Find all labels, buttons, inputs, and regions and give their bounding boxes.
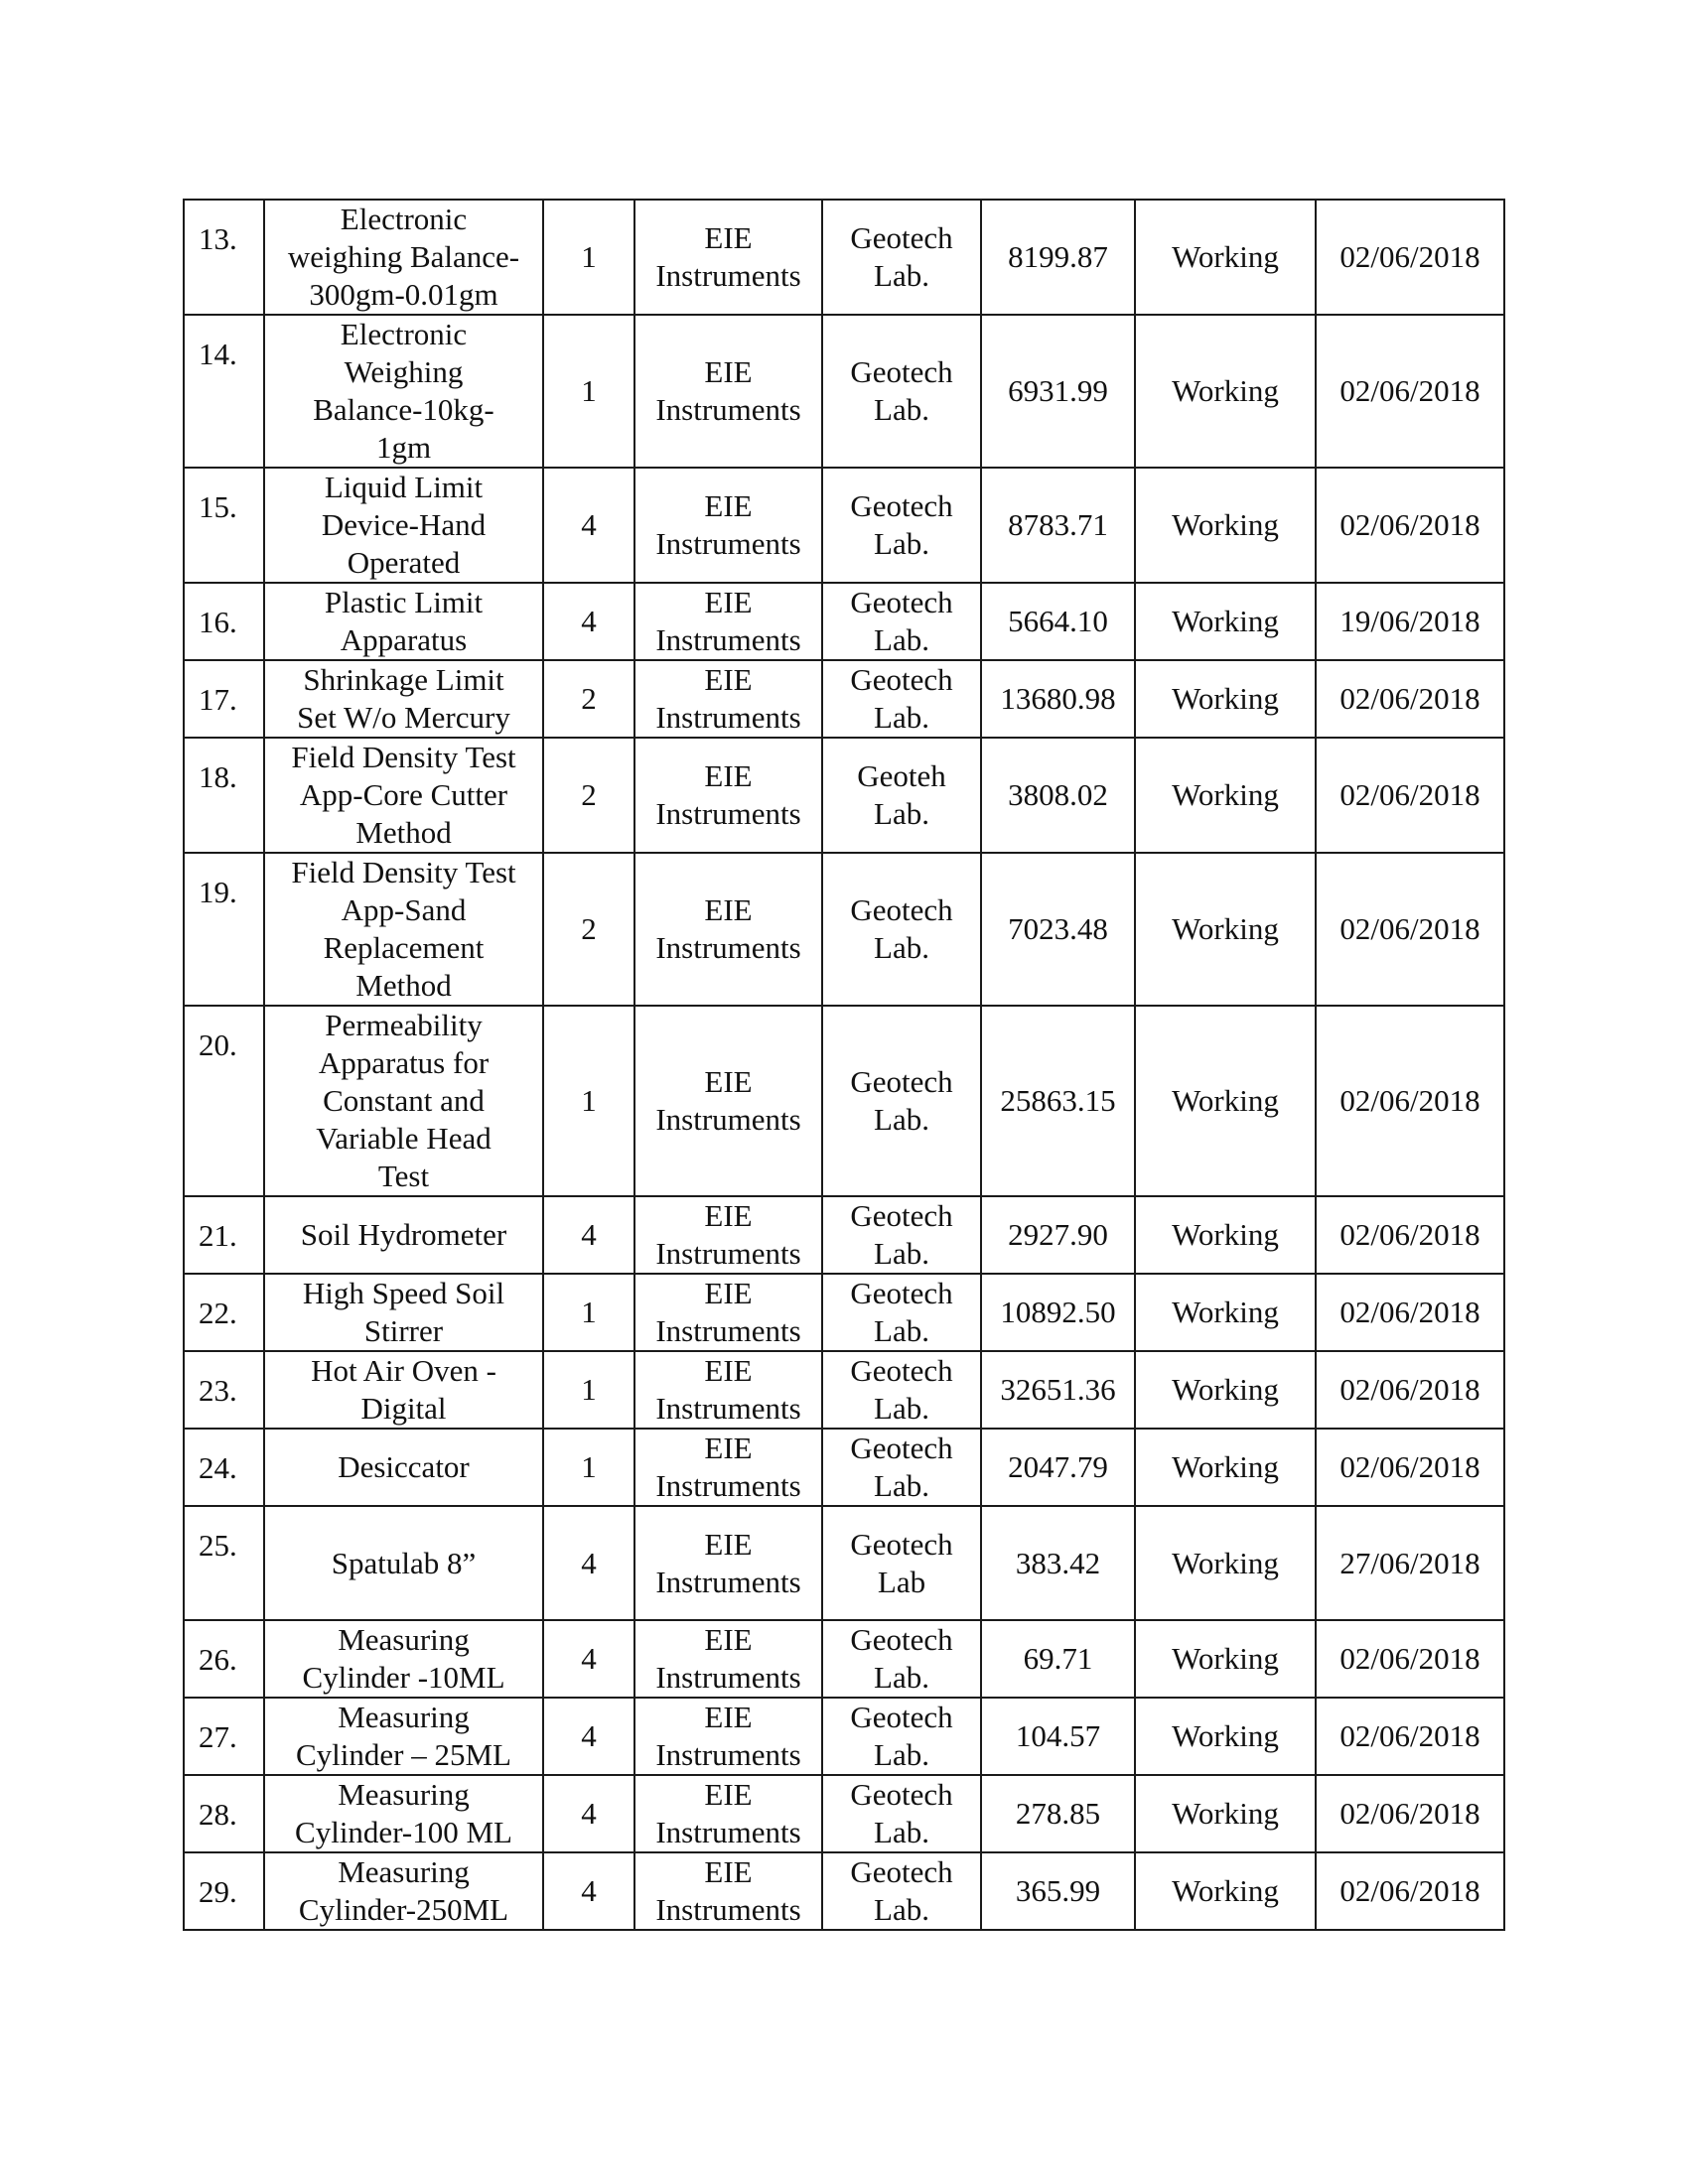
table-row bbox=[184, 1775, 1504, 1852]
serial-number-cell: 20. bbox=[184, 1006, 264, 1196]
quantity-cell: 2 bbox=[543, 738, 634, 853]
serial-number-cell: 13. bbox=[184, 200, 264, 315]
supplier-cell: EIE Instruments bbox=[634, 1006, 822, 1196]
lab-cell: Geotech Lab. bbox=[822, 1852, 981, 1930]
quantity-cell: 4 bbox=[543, 1852, 634, 1930]
table-row bbox=[184, 1620, 1504, 1698]
supplier-cell: EIE Instruments bbox=[634, 200, 822, 315]
supplier-cell: EIE Instruments bbox=[634, 1775, 822, 1852]
date-cell: 02/06/2018 bbox=[1316, 660, 1504, 738]
serial-number-cell: 21. bbox=[184, 1196, 264, 1274]
table-row bbox=[184, 853, 1504, 1006]
date-cell: 02/06/2018 bbox=[1316, 315, 1504, 468]
date-cell: 02/06/2018 bbox=[1316, 738, 1504, 853]
quantity-cell: 1 bbox=[543, 1006, 634, 1196]
date-cell: 02/06/2018 bbox=[1316, 1698, 1504, 1775]
table-row bbox=[184, 468, 1504, 583]
lab-cell: Geoteh Lab. bbox=[822, 738, 981, 853]
serial-number-cell: 23. bbox=[184, 1351, 264, 1429]
serial-number-cell: 17. bbox=[184, 660, 264, 738]
supplier-cell: EIE Instruments bbox=[634, 1852, 822, 1930]
cost-cell: 8199.87 bbox=[981, 200, 1135, 315]
table-body bbox=[184, 200, 1504, 1930]
status-cell: Working bbox=[1135, 1852, 1316, 1930]
lab-cell: Geotech Lab. bbox=[822, 1775, 981, 1852]
equipment-name-cell: Field Density Test App-Core Cutter Method bbox=[264, 738, 543, 853]
status-cell: Working bbox=[1135, 738, 1316, 853]
lab-cell: Geotech Lab bbox=[822, 1506, 981, 1620]
status-cell: Working bbox=[1135, 1620, 1316, 1698]
lab-cell: Geotech Lab. bbox=[822, 315, 981, 468]
table-row bbox=[184, 1196, 1504, 1274]
status-cell: Working bbox=[1135, 1698, 1316, 1775]
serial-number-cell: 14. bbox=[184, 315, 264, 468]
equipment-table bbox=[183, 199, 1505, 1931]
date-cell: 02/06/2018 bbox=[1316, 1274, 1504, 1351]
lab-cell: Geotech Lab. bbox=[822, 1274, 981, 1351]
quantity-cell: 1 bbox=[543, 1429, 634, 1506]
supplier-cell: EIE Instruments bbox=[634, 468, 822, 583]
table-row bbox=[184, 1006, 1504, 1196]
supplier-cell: EIE Instruments bbox=[634, 1698, 822, 1775]
status-cell: Working bbox=[1135, 1506, 1316, 1620]
status-cell: Working bbox=[1135, 1429, 1316, 1506]
lab-cell: Geotech Lab. bbox=[822, 660, 981, 738]
table-row bbox=[184, 583, 1504, 660]
date-cell: 02/06/2018 bbox=[1316, 1006, 1504, 1196]
equipment-name-cell: Measuring Cylinder-250ML bbox=[264, 1852, 543, 1930]
quantity-cell: 2 bbox=[543, 853, 634, 1006]
supplier-cell: EIE Instruments bbox=[634, 1620, 822, 1698]
quantity-cell: 4 bbox=[543, 1775, 634, 1852]
equipment-name-cell: Plastic Limit Apparatus bbox=[264, 583, 543, 660]
cost-cell: 13680.98 bbox=[981, 660, 1135, 738]
table-row bbox=[184, 1351, 1504, 1429]
cost-cell: 7023.48 bbox=[981, 853, 1135, 1006]
cost-cell: 365.99 bbox=[981, 1852, 1135, 1930]
cost-cell: 6931.99 bbox=[981, 315, 1135, 468]
serial-number-cell: 24. bbox=[184, 1429, 264, 1506]
supplier-cell: EIE Instruments bbox=[634, 315, 822, 468]
serial-number-cell: 26. bbox=[184, 1620, 264, 1698]
supplier-cell: EIE Instruments bbox=[634, 583, 822, 660]
lab-cell: Geotech Lab. bbox=[822, 1006, 981, 1196]
table-row bbox=[184, 660, 1504, 738]
supplier-cell: EIE Instruments bbox=[634, 1351, 822, 1429]
date-cell: 02/06/2018 bbox=[1316, 853, 1504, 1006]
equipment-name-cell: Shrinkage Limit Set W/o Mercury bbox=[264, 660, 543, 738]
quantity-cell: 4 bbox=[543, 1506, 634, 1620]
lab-cell: Geotech Lab. bbox=[822, 1351, 981, 1429]
date-cell: 02/06/2018 bbox=[1316, 200, 1504, 315]
status-cell: Working bbox=[1135, 1351, 1316, 1429]
serial-number-cell: 22. bbox=[184, 1274, 264, 1351]
equipment-name-cell: Soil Hydrometer bbox=[264, 1196, 543, 1274]
quantity-cell: 1 bbox=[543, 1274, 634, 1351]
status-cell: Working bbox=[1135, 468, 1316, 583]
status-cell: Working bbox=[1135, 1274, 1316, 1351]
quantity-cell: 4 bbox=[543, 1196, 634, 1274]
serial-number-cell: 18. bbox=[184, 738, 264, 853]
table-row bbox=[184, 1698, 1504, 1775]
equipment-name-cell: Electronic weighing Balance- 300gm-0.01gm bbox=[264, 200, 543, 315]
table-row bbox=[184, 315, 1504, 468]
lab-cell: Geotech Lab. bbox=[822, 1429, 981, 1506]
quantity-cell: 4 bbox=[543, 1620, 634, 1698]
equipment-name-cell: Liquid Limit Device-Hand Operated bbox=[264, 468, 543, 583]
cost-cell: 2047.79 bbox=[981, 1429, 1135, 1506]
quantity-cell: 1 bbox=[543, 1351, 634, 1429]
cost-cell: 32651.36 bbox=[981, 1351, 1135, 1429]
supplier-cell: EIE Instruments bbox=[634, 738, 822, 853]
quantity-cell: 4 bbox=[543, 468, 634, 583]
supplier-cell: EIE Instruments bbox=[634, 1506, 822, 1620]
cost-cell: 2927.90 bbox=[981, 1196, 1135, 1274]
serial-number-cell: 27. bbox=[184, 1698, 264, 1775]
cost-cell: 104.57 bbox=[981, 1698, 1135, 1775]
quantity-cell: 4 bbox=[543, 1698, 634, 1775]
cost-cell: 69.71 bbox=[981, 1620, 1135, 1698]
lab-cell: Geotech Lab. bbox=[822, 583, 981, 660]
lab-cell: Geotech Lab. bbox=[822, 1196, 981, 1274]
equipment-name-cell: Measuring Cylinder – 25ML bbox=[264, 1698, 543, 1775]
cost-cell: 383.42 bbox=[981, 1506, 1135, 1620]
supplier-cell: EIE Instruments bbox=[634, 1429, 822, 1506]
serial-number-cell: 16. bbox=[184, 583, 264, 660]
table-row bbox=[184, 1852, 1504, 1930]
cost-cell: 10892.50 bbox=[981, 1274, 1135, 1351]
supplier-cell: EIE Instruments bbox=[634, 1196, 822, 1274]
serial-number-cell: 25. bbox=[184, 1506, 264, 1620]
date-cell: 02/06/2018 bbox=[1316, 1196, 1504, 1274]
table-row bbox=[184, 738, 1504, 853]
table-row bbox=[184, 1274, 1504, 1351]
status-cell: Working bbox=[1135, 1006, 1316, 1196]
equipment-name-cell: Desiccator bbox=[264, 1429, 543, 1506]
date-cell: 19/06/2018 bbox=[1316, 583, 1504, 660]
equipment-name-cell: Spatulab 8” bbox=[264, 1506, 543, 1620]
lab-cell: Geotech Lab. bbox=[822, 1698, 981, 1775]
supplier-cell: EIE Instruments bbox=[634, 853, 822, 1006]
quantity-cell: 2 bbox=[543, 660, 634, 738]
status-cell: Working bbox=[1135, 200, 1316, 315]
date-cell: 02/06/2018 bbox=[1316, 1852, 1504, 1930]
table-row bbox=[184, 1506, 1504, 1620]
serial-number-cell: 19. bbox=[184, 853, 264, 1006]
table-row bbox=[184, 200, 1504, 315]
equipment-name-cell: Measuring Cylinder-100 ML bbox=[264, 1775, 543, 1852]
cost-cell: 3808.02 bbox=[981, 738, 1135, 853]
serial-number-cell: 15. bbox=[184, 468, 264, 583]
serial-number-cell: 29. bbox=[184, 1852, 264, 1930]
equipment-name-cell: Permeability Apparatus for Constant and Variable Head Test bbox=[264, 1006, 543, 1196]
lab-cell: Geotech Lab. bbox=[822, 200, 981, 315]
equipment-name-cell: Field Density Test App-Sand Replacement Method bbox=[264, 853, 543, 1006]
cost-cell: 5664.10 bbox=[981, 583, 1135, 660]
cost-cell: 8783.71 bbox=[981, 468, 1135, 583]
date-cell: 02/06/2018 bbox=[1316, 1351, 1504, 1429]
status-cell: Working bbox=[1135, 853, 1316, 1006]
status-cell: Working bbox=[1135, 315, 1316, 468]
quantity-cell: 4 bbox=[543, 583, 634, 660]
date-cell: 02/06/2018 bbox=[1316, 468, 1504, 583]
date-cell: 02/06/2018 bbox=[1316, 1775, 1504, 1852]
status-cell: Working bbox=[1135, 1196, 1316, 1274]
quantity-cell: 1 bbox=[543, 200, 634, 315]
quantity-cell: 1 bbox=[543, 315, 634, 468]
lab-cell: Geotech Lab. bbox=[822, 853, 981, 1006]
supplier-cell: EIE Instruments bbox=[634, 1274, 822, 1351]
date-cell: 02/06/2018 bbox=[1316, 1429, 1504, 1506]
equipment-name-cell: Measuring Cylinder -10ML bbox=[264, 1620, 543, 1698]
status-cell: Working bbox=[1135, 660, 1316, 738]
date-cell: 02/06/2018 bbox=[1316, 1620, 1504, 1698]
serial-number-cell: 28. bbox=[184, 1775, 264, 1852]
supplier-cell: EIE Instruments bbox=[634, 660, 822, 738]
cost-cell: 25863.15 bbox=[981, 1006, 1135, 1196]
equipment-name-cell: High Speed Soil Stirrer bbox=[264, 1274, 543, 1351]
date-cell: 27/06/2018 bbox=[1316, 1506, 1504, 1620]
lab-cell: Geotech Lab. bbox=[822, 468, 981, 583]
cost-cell: 278.85 bbox=[981, 1775, 1135, 1852]
equipment-name-cell: Electronic Weighing Balance-10kg- 1gm bbox=[264, 315, 543, 468]
table-row bbox=[184, 1429, 1504, 1506]
status-cell: Working bbox=[1135, 1775, 1316, 1852]
equipment-name-cell: Hot Air Oven - Digital bbox=[264, 1351, 543, 1429]
status-cell: Working bbox=[1135, 583, 1316, 660]
lab-cell: Geotech Lab. bbox=[822, 1620, 981, 1698]
